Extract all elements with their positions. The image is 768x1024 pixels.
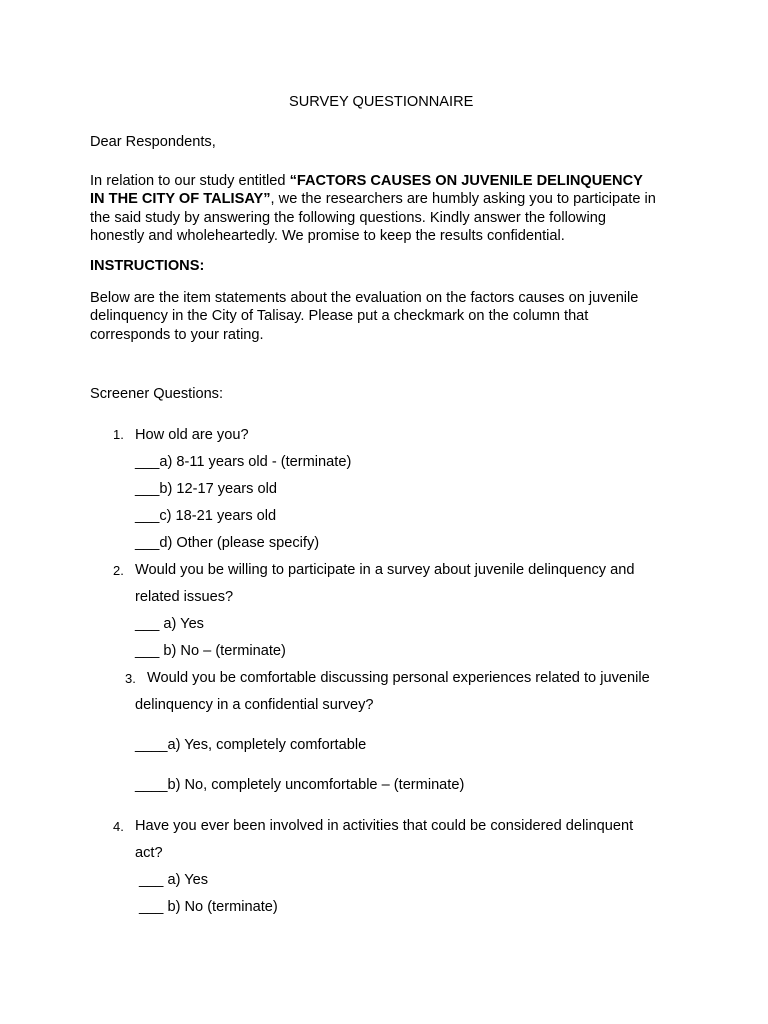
salutation: Dear Respondents, [90, 134, 216, 150]
intro-rest-line-2: , we the researchers are humbly asking you to participate in [270, 191, 656, 208]
question-text-continued: delinquency in a confidential survey? [135, 697, 374, 713]
screener-heading: Screener Questions: [90, 386, 224, 402]
question-number: 2. [113, 563, 124, 578]
question-text: Would you be willing to participate in a survey about juvenile delinquency and [135, 562, 635, 578]
answer-option: ___ a) Yes [135, 616, 204, 632]
question-text: Would you be comfortable discussing personal experiences related to juvenile [147, 670, 650, 686]
answer-option: ___ b) No (terminate) [135, 899, 278, 915]
answer-option: ___d) Other (please specify) [135, 535, 320, 551]
answer-option: ___ a) Yes [135, 872, 209, 888]
instructions-line-1: Below are the item statements about the evaluation on the factors causes on juvenile [90, 290, 639, 306]
intro-line-3: the said study by answering the following questions. Kindly answer the following [90, 209, 606, 226]
question-number: 4. [113, 819, 124, 834]
question-number: 1. [113, 427, 124, 442]
intro-paragraph [90, 172, 690, 246]
question-number: 3. [125, 671, 136, 686]
question-text-continued: act? [135, 845, 163, 861]
answer-option: ____b) No, completely uncomfortable – (terminate) [135, 777, 465, 793]
instructions-line-2: delinquency in the City of Talisay. Please put a checkmark on the column that [90, 308, 589, 325]
instructions-line-3: corresponds to your rating. [90, 326, 264, 343]
answer-option: ___c) 18-21 years old [135, 508, 277, 524]
study-title-line-2: IN THE CITY OF TALISAY” [90, 191, 271, 208]
intro-lead: In relation to our study entitled [90, 173, 290, 189]
intro-line-2 [90, 190, 690, 208]
document-title: SURVEY QUESTIONNAIRE [289, 94, 474, 110]
answer-option: ___a) 8-11 years old - (terminate) [135, 454, 352, 470]
question-text: Have you ever been involved in activities that could be considered delinquent [135, 818, 634, 834]
question-text: How old are you? [135, 427, 249, 443]
answer-option: ____a) Yes, completely comfortable [135, 737, 367, 753]
study-title-line-1: “FACTORS CAUSES ON JUVENILE DELINQUENCY [289, 173, 643, 189]
instructions-paragraph [90, 289, 690, 344]
question-text-continued: related issues? [135, 589, 234, 605]
intro-line-4: honestly and wholeheartedly. We promise to keep the results confidential. [90, 228, 565, 245]
intro-line-1 [90, 172, 690, 190]
answer-option: ___ b) No – (terminate) [135, 643, 286, 659]
answer-option: ___b) 12-17 years old [135, 481, 277, 497]
instructions-heading: INSTRUCTIONS: [90, 258, 205, 274]
